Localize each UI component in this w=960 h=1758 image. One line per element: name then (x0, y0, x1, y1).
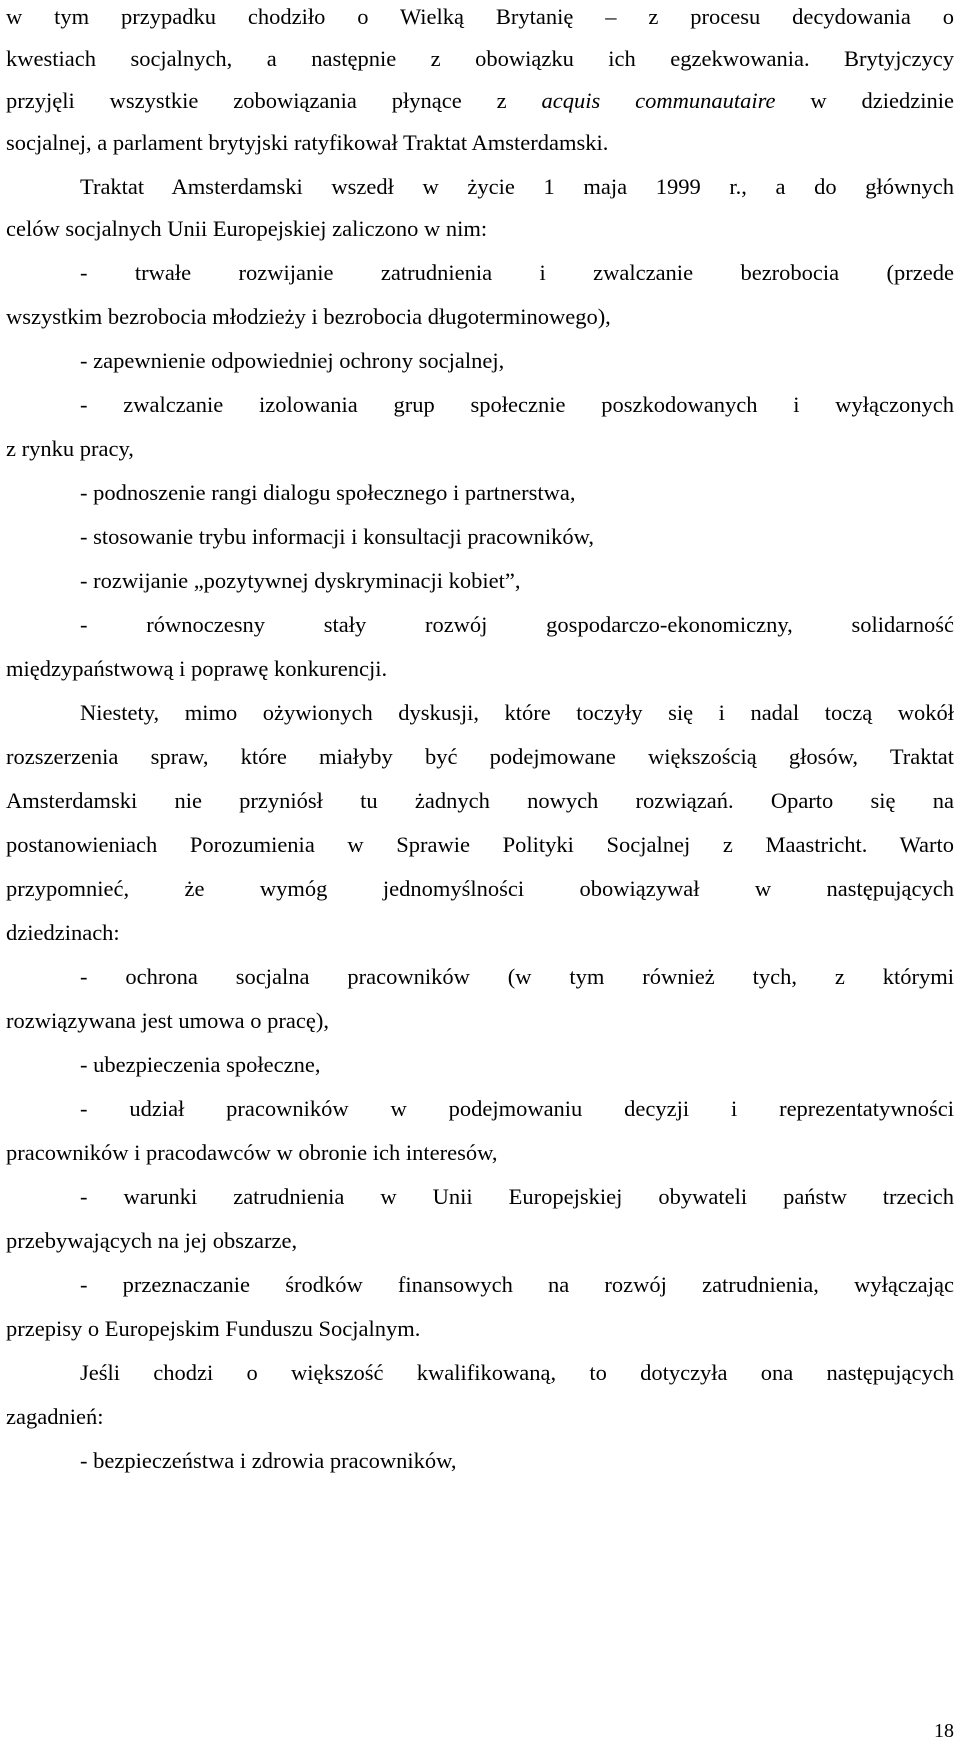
text-line: Amsterdamski nie przyniósł tu żadnych nowych rozwiązań. Oparto się na (6, 788, 954, 813)
text-line: rozwiązywana jest umowa o pracę), (6, 1008, 329, 1033)
list-item: - rozwijanie „pozytywnej dyskryminacji kobiet”, (80, 568, 521, 593)
text-line: wszystkim bezrobocia młodzieży i bezrobocia długoterminowego), (6, 304, 611, 329)
text-line: socjalnej, a parlament brytyjski ratyfikował Traktat Amsterdamski. (6, 130, 609, 155)
text-line: celów socjalnych Unii Europejskiej zaliczono w nim: (6, 216, 488, 241)
list-item: - bezpieczeństwa i zdrowia pracowników, (80, 1448, 457, 1473)
text-line: przebywających na jej obszarze, (6, 1228, 298, 1253)
text-line: postanowieniach Porozumienia w Sprawie Polityki Socjalnej z Maastricht. Warto (6, 832, 954, 857)
list-item: - ubezpieczenia społeczne, (80, 1052, 321, 1077)
text-line: z rynku pracy, (6, 436, 134, 461)
paragraph-first-line: Niestety, mimo ożywionych dyskusji, które toczyły się i nadal toczą wokół (80, 700, 954, 725)
text-line: przepisy o Europejskim Funduszu Socjalnym. (6, 1316, 421, 1341)
text-line: międzypaństwową i poprawę konkurencji. (6, 656, 388, 681)
paragraph-first-line: Traktat Amsterdamski wszedł w życie 1 maja 1999 r., a do głównych (80, 174, 954, 199)
text-line: pracowników i pracodawców w obronie ich interesów, (6, 1140, 498, 1165)
list-item: - zwalczanie izolowania grup społecznie poszkodowanych i wyłączonych (80, 392, 954, 417)
text-line: przypomnieć, że wymóg jednomyślności obowiązywał w następujących (6, 876, 954, 901)
text-span: w dziedzinie (775, 88, 955, 113)
text-line: kwestiach socjalnych, a następnie z obowiązku ich egzekwowania. Brytyjczycy (6, 46, 954, 71)
italic-term: acquis communautaire (541, 88, 776, 113)
text-span: przyjęli wszystkie zobowiązania płynące z (6, 88, 542, 113)
text-line: dziedzinach: (6, 920, 120, 945)
list-item: - zapewnienie odpowiedniej ochrony socjalnej, (80, 348, 505, 373)
text-line: zagadnień: (6, 1404, 104, 1429)
text-line: rozszerzenia spraw, które miałyby być podejmowane większością głosów, Traktat (6, 744, 954, 769)
list-item: - warunki zatrudnienia w Unii Europejskiej obywateli państw trzecich (80, 1184, 954, 1209)
text-line: w tym przypadku chodziło o Wielką Brytanię – z procesu decydowania o (6, 4, 954, 29)
list-item: - równoczesny stały rozwój gospodarczo-ekonomiczny, solidarność (80, 612, 954, 637)
paragraph-first-line: Jeśli chodzi o większość kwalifikowaną, to dotyczyła ona następujących (80, 1360, 954, 1385)
list-item: - trwałe rozwijanie zatrudnienia i zwalczanie bezrobocia (przede (80, 260, 954, 285)
list-item: - ochrona socjalna pracowników (w tym również tych, z którymi (80, 964, 954, 989)
list-item: - przeznaczanie środków finansowych na rozwój zatrudnienia, wyłączając (80, 1272, 954, 1297)
list-item: - stosowanie trybu informacji i konsultacji pracowników, (80, 524, 595, 549)
text-line-with-italic (6, 88, 954, 114)
list-item: - udział pracowników w podejmowaniu decyzji i reprezentatywności (80, 1096, 954, 1121)
list-item: - podnoszenie rangi dialogu społecznego i partnerstwa, (80, 480, 576, 505)
page-number: 18 (934, 1720, 954, 1742)
